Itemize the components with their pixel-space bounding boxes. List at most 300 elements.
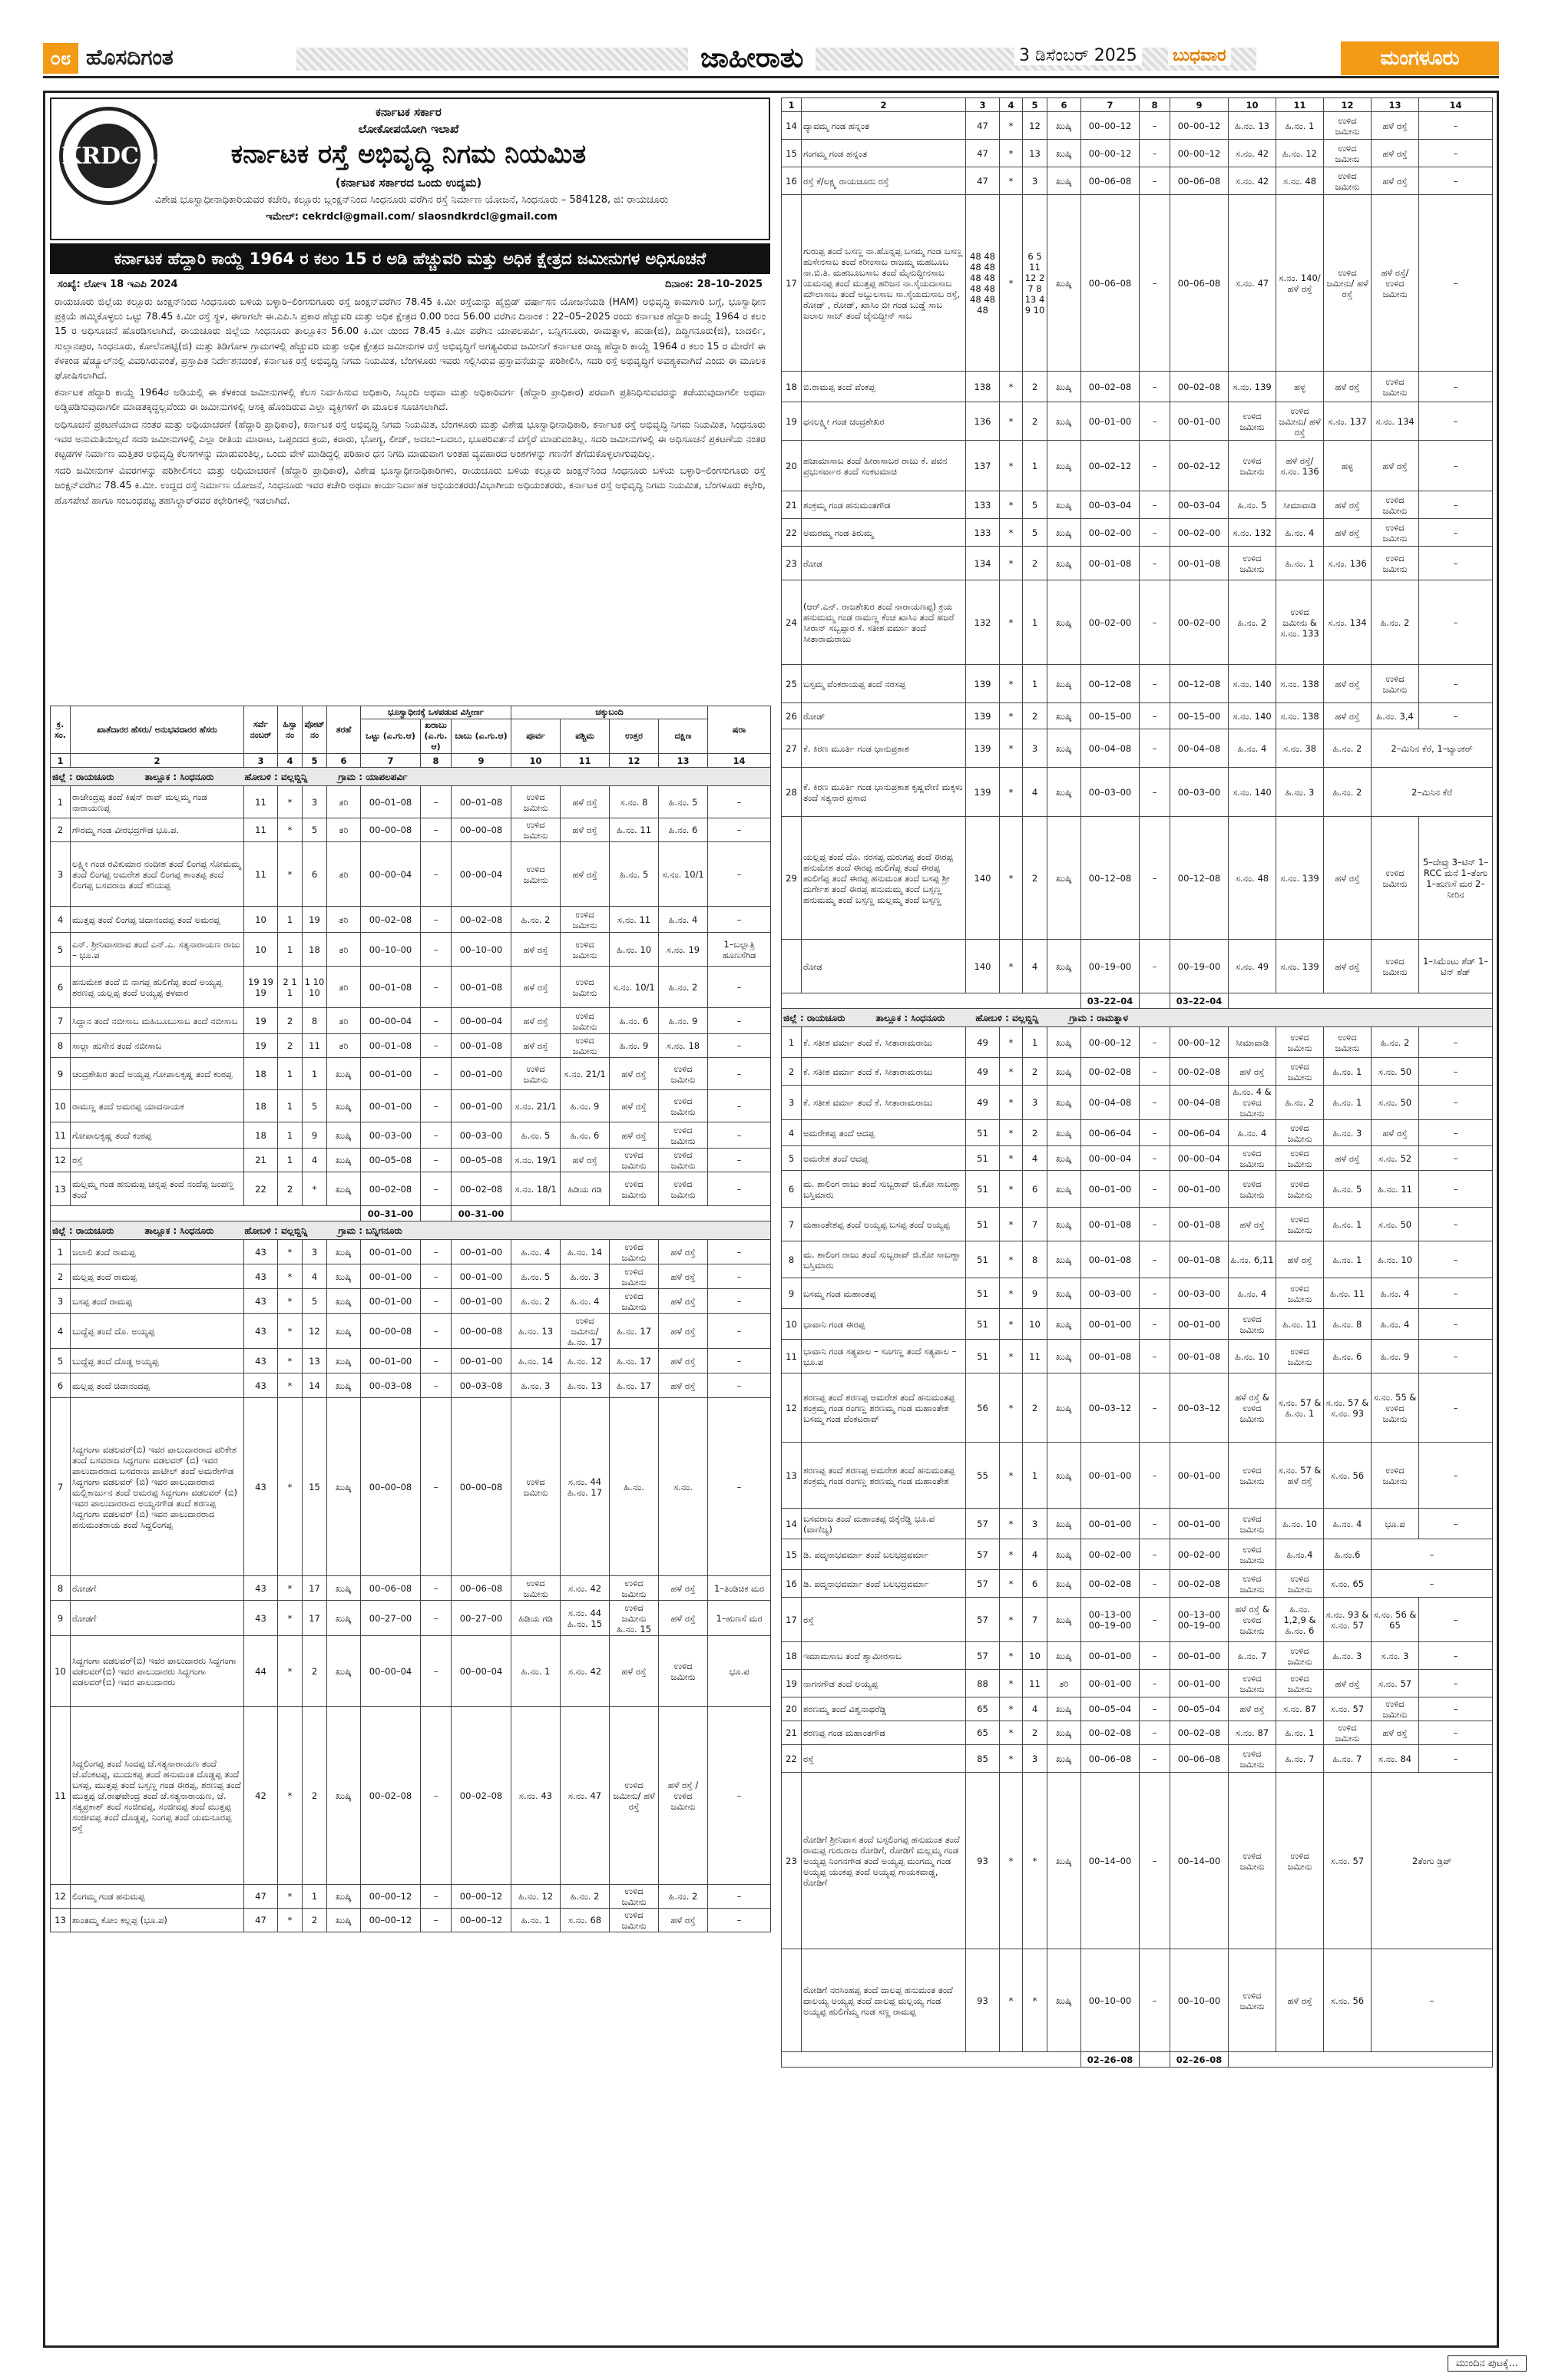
table-cell: – [1419,1058,1493,1086]
table-cell: 00–00–08 [452,1398,511,1576]
total-row [51,1206,771,1221]
table-cell: * [1023,1773,1047,1949]
table-cell: ಉಳಿದ ಜಮೀನು [1229,1570,1276,1598]
notice-title: ಕರ್ನಾಟಕ ಹೆದ್ದಾರಿ ಕಾಯ್ದೆ 1964 ರ ಕಲಂ 15 ರ ಅಡಿ ಹೆಚ್ಚುವರಿ ಮತ್ತು ಅಧಿಕ ಕ್ಷೇತ್ರದ ಜಮೀನುಗಳ ಅಧಿಸೂಚನೆ [50,243,770,274]
table-cell: ಉಳಿದ ಜಮೀನು [1276,1670,1324,1697]
table-cell: 9 [452,754,511,768]
table-cell: 00–02–00 [1081,580,1140,665]
table-cell: * [278,1314,303,1349]
table-cell: ಖುಷ್ಕಿ [1047,1120,1081,1146]
table-cell: ಹಳೆ ರಸ್ತೆ & ಉಳಿದ ಜಮೀನು [1229,1373,1276,1443]
table-cell: ಸ.ನಂ. 49 [1229,940,1276,993]
table-cell: ಭಾವಾನಿ ಗಂಡ ಸತ್ಯಪಾಲ – ಸೂಗಣ್ಣ ತಂದೆ ಸತ್ಯಪಾಲ – ಭೂ.ಪ [802,1340,966,1373]
table-cell: 00–01–08 [1081,547,1140,580]
table-cell: – [421,1314,452,1349]
table-cell: 20 [782,441,802,491]
table-cell: 7 [1023,1208,1047,1241]
table-cell: – [1140,1309,1170,1340]
table-cell: 51 [966,1208,1000,1241]
table-cell: ಹಳೆ ರಸ್ತೆ [1324,1146,1372,1171]
table-cell: ಹಿ.ನಂ. 14 [511,1349,561,1373]
column-index-row [51,754,771,768]
table-cell: 19 [244,1034,278,1058]
table-cell: ಹಳೆ ರಸ್ತೆ [511,1008,561,1034]
table-cell: 00–01–08 [1081,1241,1140,1278]
masthead [43,40,1499,78]
table-cell: – [421,1240,452,1264]
table-cell: ಹಿ.ನಂ. 12 [511,1885,561,1909]
table-cell: – [708,1034,771,1058]
table-cell: (ಆರ್.ಎನ್. ರಾಜಶೇಖರ ತಂದೆ ನಾರಾಯಣಪ್ಪ) ಕ್ರಯ ಹನುಮಮ್ಮ ಗಂಡ ರಾಮಣ್ಣ ಕೆಂಚ ಖಾಸಿಂ ತಂದೆ ಹಜರೆ ಸೀರಾನ್ ಸಬ್ಬಪ್ಪಾರ ಕೆ. ಸತೀಶ ವರ್ಮಾ ತಂದೆ ಸೀತಾರಾಮರಾಜು [802,580,966,665]
table-cell: 2 [1023,703,1047,729]
table-cell: ಹಿ.ನಂ. 1 [511,1636,561,1707]
table-row [782,1241,1493,1278]
table-cell: ಚಂದ್ರಶೇಖರ ತಂದೆ ಅಯ್ಯಪ್ಪ ಗೋಪಾಲಕೃಷ್ಣ ತಂದೆ ಕಂಠಪ್ಪ [71,1058,244,1090]
corporation-header [50,98,770,240]
table-cell: ಭಾವಾನಿ ಗಂಡ ಈರಪ್ಪ [802,1309,966,1340]
table-cell: ಸ.ನಂ. 3 [1372,1642,1419,1670]
table-cell: ಉಳಿದ ಜಮೀನು [1276,1278,1324,1309]
table-cell: ಸ.ನಂ. 52 [1372,1146,1419,1171]
table-cell: ಹಿ.ನಂ. 1 [1276,1721,1324,1745]
table-cell: ಸ.ನಂ. 8 [610,786,659,818]
table-cell: ಹಿ.ನಂ. 10 [1372,1241,1419,1278]
left-table-body [51,754,771,1932]
table-cell: – [1140,1773,1170,1949]
table-cell: ಸ.ನಂ. 56 & 65 [1372,1598,1419,1642]
table-cell: – [1140,703,1170,729]
table-cell: – [708,907,771,933]
table-cell: ಹಳೆ ರಸ್ತೆ [659,1264,708,1289]
table-cell: * [1000,491,1023,519]
table-cell: ಉಳಿದ ಜಮೀನು [1372,372,1419,402]
table-cell: ಖುಷ್ಕಿ [327,1349,361,1373]
notice-paragraph: ಸದರಿ ಜಮೀನುಗಳ ವಿವರಗಳನ್ನು ಪರಿಶೀಲಿಸಲು ಮತ್ತು ಅಧಿಯಾಚರಣೆ (ಹೆದ್ದಾರಿ ಪ್ರಾಧಿಕಾರ), ವಿಶೇಷ ಭೂಸ್ವಾಧೀನಾಧಿಕಾರಿಗಳು, ರಾಯಚೂರು ಬಳಿಯ ಕಲ್ಲೂರು ಜಂಕ್ಷನ್‌ನಿಂದ ಸಿಂಧನೂರು ಬಳಿಯ ಬಳ್ಳಾರಿ–ಲಿಂಗಸುಗೂರು ರಸ್ತೆ ಜಂಕ್ಷನ್‌ವರೆಗಿನ 78.45 ಕಿ.ಮೀ. ಉದ್ದದ ರಸ್ತೆ ನಿರ್ಮಾಣ ಯೋಜನೆ, ಸಿಂಧನೂರು ಇವರ ಕಚೇರಿ ಅಥವಾ ಕಾರ್ಯನಿರ್ವಾಹಕ ಅಭಿಯಂತರರು/ವಿಭಾಗೀಯ ಅಧಿಯಂತರರು, ಕರ್ನಾಟಕ ರಸ್ತೆ ಅಭಿವೃದ್ಧಿ ನಿಗಮ ನಿಯಮಿತ, ಬೆಂಗಳೂರು ಕಛೇರಿ, ಹೊಸಪೇಟೆ ಹಾಗೂ ಸಂಬಂಧಪಟ್ಟ ತಹಸಿಲ್ದಾರ್‌ರವರ ಕಛೇರಿಗಳಲ್ಲಿ ಇಡಲಾಗಿದೆ. [55,464,766,506]
table-cell: ಶರಣಪ್ಪ ತಂದೆ ಶರಣಪ್ಪ ಅಮರೇಶ ತಂದೆ ಹನುಮಂತಪ್ಪ ಶಂಕ್ರಮ್ಮ ಗಂಡ ರಂಗಣ್ಣ ಶರಣಮ್ಮ ಗಂಡ ಮಹಾಂತೇಶ [802,1443,966,1509]
table-cell: – [708,1707,771,1885]
table-cell: 03–22–04 [1081,993,1140,1009]
table-cell: 1 [278,1149,303,1172]
table-cell: 00–00–12 [361,1909,421,1932]
table-cell: 21 [244,1149,278,1172]
table-cell: 2 [303,1636,327,1707]
table-cell: – [1140,519,1170,547]
table-cell: ಸ.ನಂ. 42 [1229,140,1276,167]
table-cell: – [1419,1697,1493,1721]
table-cell: ಹಳೆ ರಸ್ತೆ [1324,1670,1372,1697]
table-cell: – [708,1090,771,1122]
table-cell: ಬಸಮ್ಮ ಗಂಡ ಮಹಾಂತಪ್ಪ [802,1278,966,1309]
table-cell: ಹಿ.ನಂ. 2 [1324,729,1372,768]
table-cell: * [278,1601,303,1636]
table-cell: * [1000,1773,1023,1949]
table-cell: ಮಹಾಂತೇಶಪ್ಪ ತಂದೆ ಅಯ್ಯಪ್ಪ ಬಸಪ್ಪ ತಂದೆ ಅಯ್ಯಪ್ಪ [802,1208,966,1241]
table-cell: ಖುಷ್ಕಿ [1047,1241,1081,1278]
table-cell: 1 [278,1058,303,1090]
table-cell: 7 [1023,1598,1047,1642]
table-cell: 43 [244,1398,278,1576]
table-cell: 00–14–00 [1081,1773,1140,1949]
table-cell: 5 [303,754,327,768]
col-header-area: ಭೂಸ್ವಾಧೀನಕ್ಕೆ ಒಳಪಡುವ ವಿಸ್ತೀರ್ಣ [361,706,511,719]
table-cell: 7 [51,1008,71,1034]
table-cell: ಹಳೆ ರಸ್ತೆ [610,1122,659,1149]
table-cell: 16 [782,1570,802,1598]
table-cell: 85 [966,1745,1000,1773]
table-cell: ಹಿ.ನಂ. 7 [1229,1642,1276,1670]
table-cell: ಹಿ.ನಂ. 1 [1324,1086,1372,1120]
table-cell: ಹಳೆ ರಸ್ತೆ [1372,167,1419,195]
table-cell: – [1140,195,1170,372]
table-cell: – [1140,1340,1170,1373]
table-cell: 00–03–08 [361,1373,421,1398]
table-cell: – [1140,1146,1170,1171]
table-cell: ಸ.ನಂ. 139 [1276,940,1324,993]
table-cell: ಹಳೆ ರಸ್ತೆ [1229,1208,1276,1241]
table-cell: – [1140,1598,1170,1642]
table-cell: – [1419,372,1493,402]
table-cell: ಹಳೆ ರಸ್ತೆ [1324,940,1372,993]
table-cell: ಉಳಿದ ಜಮೀನು ಹಿ.ನಂ. 15 [610,1601,659,1636]
table-cell: ಹಳೆ ರಸ್ತೆ [1324,372,1372,402]
table-cell: 2 [1023,1721,1047,1745]
table-cell: ಹಿ.ನಂ. 2 [1372,1027,1419,1058]
table-cell: * [1000,1086,1023,1120]
table-cell: 1 10 10 [303,967,327,1008]
table-cell: 4 [1023,1539,1047,1570]
location-village3: ಗ್ರಾಮ : ರಾಮತ್ನಾಳ [1069,1012,1128,1023]
table-cell: 1 [278,933,303,967]
table-cell: ಖುಷ್ಕಿ [1047,402,1081,441]
table-cell: 4 [51,1314,71,1349]
table-cell: 11 [244,786,278,818]
table-cell: 139 [966,703,1000,729]
table-cell: 2 [51,818,71,842]
table-cell: * [1000,1570,1023,1598]
table-cell: 1 [1023,580,1047,665]
table-cell: * [278,1909,303,1932]
table-cell: ಹಿ.ನಂ. 2 [561,1885,610,1909]
table-cell: – [708,1240,771,1264]
col-header-hissa: ಹಿಸ್ಸಾ ನಂ [278,706,303,754]
table-cell: 00–14–00 [1170,1773,1229,1949]
table-row [782,940,1493,993]
table-cell: 00–00–12 [452,1909,511,1932]
table-cell: 00–06–08 [1081,195,1140,372]
table-cell: ಧನಲಕ್ಷ್ಮೀ ಗಂಡ ಚಂದ್ರಶೇಖರ [802,402,966,441]
table-cell: ಸ.ನಂ. 140 [1229,665,1276,703]
table-cell: 1 [1023,665,1047,703]
table-cell: 55 [966,1443,1000,1509]
table-cell: 00–02–00 [1081,519,1140,547]
table-cell: 11 [244,842,278,907]
table-cell: ಹಳೆ ರಸ್ತೆ [1372,1120,1419,1146]
department-label: ಲೋಕೋಪಯೋಗಿ ಇಲಾಖೆ [358,122,459,136]
table-cell: – [1419,1642,1493,1670]
table-row [51,1264,771,1289]
table-cell: – [1140,1278,1170,1309]
table-cell: 13 [51,1172,71,1206]
table-cell: – [1419,1208,1493,1241]
table-cell: * [303,1172,327,1206]
table-cell: ಉಳಿದ ಜಮೀನು [659,1636,708,1707]
table-cell: ಹಿ.ನಂ. 1 [1324,1208,1372,1241]
table-cell: * [1000,140,1023,167]
table-cell: 6 [1023,1171,1047,1208]
table-cell: 19 19 19 [244,967,278,1008]
table-cell: 00–03–00 [1170,768,1229,817]
table-row [782,519,1493,547]
table-cell: 11 [244,818,278,842]
table-cell: – [708,1172,771,1206]
table-cell: 15 [303,1398,327,1576]
table-cell: 6 [1023,1570,1047,1598]
table-cell: 24 [782,580,802,665]
table-cell: – [421,786,452,818]
table-row [782,1642,1493,1670]
table-cell: 139 [966,768,1000,817]
table-cell: 00–19–00 [1081,940,1140,993]
table-cell: ಖುಷ್ಕಿ [1047,112,1081,140]
table-cell: 1 [1023,1443,1047,1509]
table-row [782,112,1493,140]
table-cell: ಉಳಿದ ಜಮೀನು [511,1398,561,1576]
table-cell: – [708,1398,771,1576]
table-row [782,580,1493,665]
table-cell: ಸಿದ್ದಗಂಗಾ ವಡಲವರ್(ಬಿ) ಇವರ ಪಾಲುದಾರರಾದ ಪರಿಕೇಶ ತಂದೆ ಬಸವರಾಜ ಸಿದ್ದಗಂಗಾ ವಡಲವರ್ (ಬಿ) ಇವರ ಪಾಲುದಾರರಾದ ಬಸವರಾಜ ಪಾಟೀಲ್ ತಂದೆ ಅಮರೇಗೌಡ ಸಿದ್ದಗಂಗಾ ವಡಲವರ್ (ಬಿ) ಇವರ ಪಾಲುದಾರರಾದ ಮಲ್ಲಿಕಾರ್ಜುನ ತಂದೆ ಅಮರಪ್ಪ ಸಿದ್ದಗಂಗಾ ವಡಲವರ್ (ಬಿ) ಇವರ ಪಾಲುದಾರರಾದ ಅಯ್ಯನಗೌಡ ತಂದೆ ಶರಣಪ್ಪ ಸಿದ್ದಗಂಗಾ ವಡಲವರ್ (ಬಿ) ಇವರ ಪಾಲುದಾರರಾದ ಹನುಮಂತರಾಯ ತಂದೆ ಸಿದ್ದಲಿಂಗಪ್ಪ [71,1398,244,1576]
table-cell: 47 [244,1885,278,1909]
table-cell: * [1000,1171,1023,1208]
table-cell: 51 [966,1241,1000,1278]
table-cell: 00–05–04 [1081,1697,1140,1721]
table-cell: 51 [966,1340,1000,1373]
table-cell: – [1419,1027,1493,1058]
table-cell: 00–31–00 [361,1206,421,1221]
table-cell: 43 [244,1289,278,1314]
table-cell: – [1140,167,1170,195]
table-cell: ಸ.ನಂ. 139 [1229,372,1276,402]
table-cell: ಹಿ.ನಂ. 5 [511,1122,561,1149]
table-row [782,1949,1493,2052]
table-cell: 7 [1081,98,1140,112]
table-cell: 00–02–00 [1170,1539,1229,1570]
page-number: ೦೮ [43,43,78,74]
table-cell: ಉಳಿದ ಜಮೀನು [659,1058,708,1090]
table-cell: 1–ಬಲ್ಲಾತ್ರಿ ಹೂಣಸೆಗಿಡ [708,933,771,967]
table-cell: 00–01–00 [1170,1443,1229,1509]
table-cell: 12 [782,1373,802,1443]
table-cell: – [1372,1949,1493,2052]
table-cell: 00–01–00 [1170,1171,1229,1208]
table-cell: – [1419,1443,1493,1509]
table-cell: * [1000,1208,1023,1241]
table-cell: 00–01–08 [1170,547,1229,580]
table-cell: 17 [303,1601,327,1636]
table-cell: 00–01–08 [452,786,511,818]
table-row [782,729,1493,768]
table-cell: 1 [1023,1027,1047,1058]
table-cell: ಹಿ.ನಂ. 13 [561,1373,610,1398]
table-cell: ಹಿ.ನಂ. 1,2,9 & ಹಿ.ನಂ. 6 [1276,1598,1324,1642]
table-cell: ಉಳಿದ ಜಮೀನು [511,786,561,818]
table-cell: ಹಳೆ ರಸ್ತೆ [659,1314,708,1349]
table-cell: ತರಿ [327,967,361,1008]
table-cell: 00–01–00 [1170,1642,1229,1670]
table-cell: 10 [511,754,561,768]
table-cell: ಸ.ನಂ. 21/1 [511,1090,561,1122]
table-cell: – [1419,547,1493,580]
table-cell: ಹಿ.ನಂ. 3 [1324,1120,1372,1146]
table-cell: ಹಿ.ನಂ. [610,1398,659,1576]
newspaper-logo: ಹೊಸದಿಗಂತ [86,45,174,70]
table-cell: ಸ.ನಂ. 44 ಹಿ.ನಂ. 15 [561,1601,610,1636]
col-header-no: ಕ್ರ. ಸಂ. [51,706,71,754]
table-row [51,1909,771,1932]
table-cell: – [1372,1570,1493,1598]
table-cell: ಖುಷ್ಕಿ [1047,817,1081,940]
table-cell: – [421,1398,452,1576]
table-cell: 2 [1023,1058,1047,1086]
table-cell: ಹಿ.ನಂ. 7 [1324,1745,1372,1773]
col-header-net: ಬಾಬು (ಎ.ಗು.ಆ) [452,719,511,754]
table-cell: ಹಿ.ನಂ. 6 [561,1122,610,1149]
table-cell: 13 [782,1443,802,1509]
table-row [782,1058,1493,1086]
table-cell: – [1419,1721,1493,1745]
table-cell: 00–01–00 [361,1090,421,1122]
table-cell: – [1419,402,1493,441]
table-cell: – [1140,1949,1170,2052]
table-cell: – [1140,1539,1170,1570]
table-cell: ಕೆ. ಸತೀಶ ವರ್ಮಾ ತಂದೆ ಕೆ. ಸೀತಾರಾಮರಾಜು [802,1086,966,1120]
table-cell: ಉಳಿದ ಜಮೀನು [1324,167,1372,195]
table-cell: ಖುಷ್ಕಿ [1047,1570,1081,1598]
table-cell: ಖುಷ್ಕಿ [1047,1539,1081,1570]
table-cell: – [708,1008,771,1034]
table-cell: 43 [244,1349,278,1373]
table-cell: 3 [303,1240,327,1264]
table-row [51,1314,771,1349]
table-cell: ಹಿ.ನಂ. 2 [1229,580,1276,665]
table-cell: 51 [966,1309,1000,1340]
table-cell: 6 [1047,98,1081,112]
email-line: ಇಮೇಲ್: cekrdcl@gmail.com/ slaosndkrdcl@gmail.com [266,211,558,223]
table-cell: – [1140,1120,1170,1146]
table-cell: – [1140,1086,1170,1120]
table-cell: 00–01–00 [1081,1309,1140,1340]
table-cell: 2 [303,1909,327,1932]
table-cell: ರೋಡಿಗೆ ನರಸಿಂಹಪ್ಪ ತಂದೆ ದಾಲಪ್ಪ ಹನುಮಂತ ತಂದೆ ದಾಲಯ್ಯ ಅಯ್ಯಪ್ಪ ತಂದೆ ದಾಲಪ್ಪ ಮಲ್ಲಯ್ಯ ಗಂಡ ಅಯ್ಯಪ್ಪ ಹುಲಿಗೆಮ್ಮ ಗಂಡ ಸಣ್ಣ ರಾಮಪ್ಪ [802,1949,966,2052]
location-loc-hobli: ಹೋಬಳಿ : ವಲ್ಲಬ್ದಿನ್ನಿ [244,771,308,782]
table-cell: 00–01–08 [361,1034,421,1058]
table-cell: ಉಳಿದ ಜಮೀನು [1229,1745,1276,1773]
table-row [782,1670,1493,1697]
table-cell: * [1000,1745,1023,1773]
table-cell: 00–00–12 [1081,140,1140,167]
table-cell: 21 [782,1721,802,1745]
table-cell: ಹಳೆ ರಸ್ತೆ [659,1240,708,1264]
table-cell: 47 [244,1909,278,1932]
table-cell: 00–00–08 [361,818,421,842]
table-row [782,372,1493,402]
table-cell: * [1000,1058,1023,1086]
table-cell: ಉಳಿದ ಜಮೀನು [610,1909,659,1932]
table-cell: * [1000,1509,1023,1539]
table-cell: 14 [1419,98,1493,112]
table-cell: * [1000,1697,1023,1721]
table-cell: 00–02–00 [1081,1539,1140,1570]
table-cell: 00–06–08 [1170,195,1229,372]
table-cell: ಹಿ.ನಂ. 4 [1372,1278,1419,1309]
government-label: ಕರ್ನಾಟಕ ಸರ್ಕಾರ [376,105,442,119]
table-cell: 2 [1023,547,1047,580]
table-cell: ಖುಷ್ಕಿ [1047,768,1081,817]
table-cell: ಹಜಾಮಾಸಾಬ ತಂದೆ ಹೀರಾಸಾಬರ ರಾಜು ಕೆ. ಪವನ ಪ್ರಭುಸರ್ವಾರ ತಂದೆ ಸಂಕಟಮಾಚಿ [802,441,966,491]
table-cell: 00–01–08 [1170,1340,1229,1373]
table-cell: ಹಿ.ನಂ.6 [1324,1539,1372,1570]
table-cell: 10 [244,933,278,967]
table-cell: 133 [966,491,1000,519]
table-cell: ಹಳೆ ರಸ್ತೆ [1372,441,1419,491]
table-cell: ಇಮಾಮಸಾಬ ತಂದೆ ಶ್ಯಾಮೀರಸಾಬ [802,1642,966,1670]
table-cell: ನಾಗನಗೌಡ ತಂದೆ ಅಯ್ಯಪ್ಪ [802,1670,966,1697]
table-cell: ಉಳಿದ ಜಮೀನು [610,1172,659,1206]
table-cell: 00–01–00 [1081,1509,1140,1539]
table-cell: ರಸ್ತೆ [802,1745,966,1773]
table-cell: ಹಿ.ನಂ. 9 [1372,1340,1419,1373]
table-row [782,195,1493,372]
table-cell: * [1000,441,1023,491]
table-cell [421,1206,452,1221]
table-cell: 4 [1023,768,1047,817]
table-cell: ಹಳೆ ರಸ್ತೆ/ಸ.ನಂ. 136 [1276,441,1324,491]
table-cell: ತರಿ [327,818,361,842]
table-cell: – [421,1289,452,1314]
location-loc-district: ಜಿಲ್ಲೆ : ರಾಯಚೂರು [52,1225,114,1236]
table-cell: ರೋಡ [802,547,966,580]
table-row [782,1120,1493,1146]
table-cell: ಉಳಿದ ಜಮೀನು [511,1576,561,1601]
table-cell: ಸಿದ್ದಲಿಂಗಪ್ಪ ತಂದೆ ಸಿಂದಪ್ಪ ಜೆ.ಸತ್ಯನಾರಾಯಣ ತಂದೆ ಜೆ.ವೆಂಕಟಪ್ಪ, ಮುದುಕಪ್ಪ ತಂದೆ ಹನುಮಂತ ದೊಡ್ಡಪ್ಪ ತಂದೆ ಬಸಪ್ಪ, ಮುತ್ತಪ್ಪ ತಂದೆ ಬಸ್ಸಣ್ಣ ಗಂಡ ಈರಪ್ಪ, ಶರಣಪ್ಪ ತಂದೆ ಮುತ್ತಪ್ಪ ಜೆ.ರಾಘವೇಂದ್ರ ತಂದೆ ಜೆ.ಸತ್ಯನಾರಾಯಣ, ಜೆ. ಸತ್ಯಪ್ರಕಾಶ್ ತಂದೆ ಸಂಜೀವಪ್ಪ, ಸಂಜೀವಪ್ಪ ತಂದೆ ಮುತ್ತಪ್ಪ ಸಂಜೀವಪ್ಪ ತಂದೆ ದೊಡ್ಡಪ್ಪ, ನಿಂಗಪ್ಪ ತಂದೆ ಯಮನೂರಪ್ಪ ರಸ್ತೆ [71,1707,244,1885]
table-cell: ಖುಷ್ಕಿ [327,1264,361,1289]
table-cell: – [421,842,452,907]
table-row [51,1034,771,1058]
table-row [782,402,1493,441]
table-cell: 12 [610,754,659,768]
table-cell: ಸ.ನಂ. 10/1 [610,967,659,1008]
table-cell: 00–10–00 [452,933,511,967]
table-cell: ಹಳೆ ರಸ್ತೆ [659,1909,708,1932]
table-cell: – [1419,1120,1493,1146]
table-cell: ಸ.ನಂ. 134 [1372,402,1419,441]
table-cell: ಹಿ.ನಂ. 1 [1324,1241,1372,1278]
table-cell: – [1140,112,1170,140]
table-cell: 1 [278,1090,303,1122]
table-cell: 6 [303,842,327,907]
table-cell: 00–06–08 [1081,1745,1140,1773]
table-cell: ಹಿ.ನಂ. 5 [659,786,708,818]
table-cell: * [1000,1443,1023,1509]
table-cell: ಹಿ.ನಂ. 3 [1276,768,1324,817]
table-cell: ಸ.ನಂ. 47 [1229,195,1276,372]
table-cell: ಖುಷ್ಕಿ [1047,1697,1081,1721]
table-cell: ಗಂಗಮ್ಮ ಗಂಡ ಹನ್ನಂತ [802,140,966,167]
table-cell: ರೋಡಗೆ [71,1601,244,1636]
table-cell: ಖುಷ್ಕಿ [327,1885,361,1909]
table-cell: 9 [51,1601,71,1636]
table-cell: 00–19–00 [1170,940,1229,993]
table-cell: 4 [782,1120,802,1146]
